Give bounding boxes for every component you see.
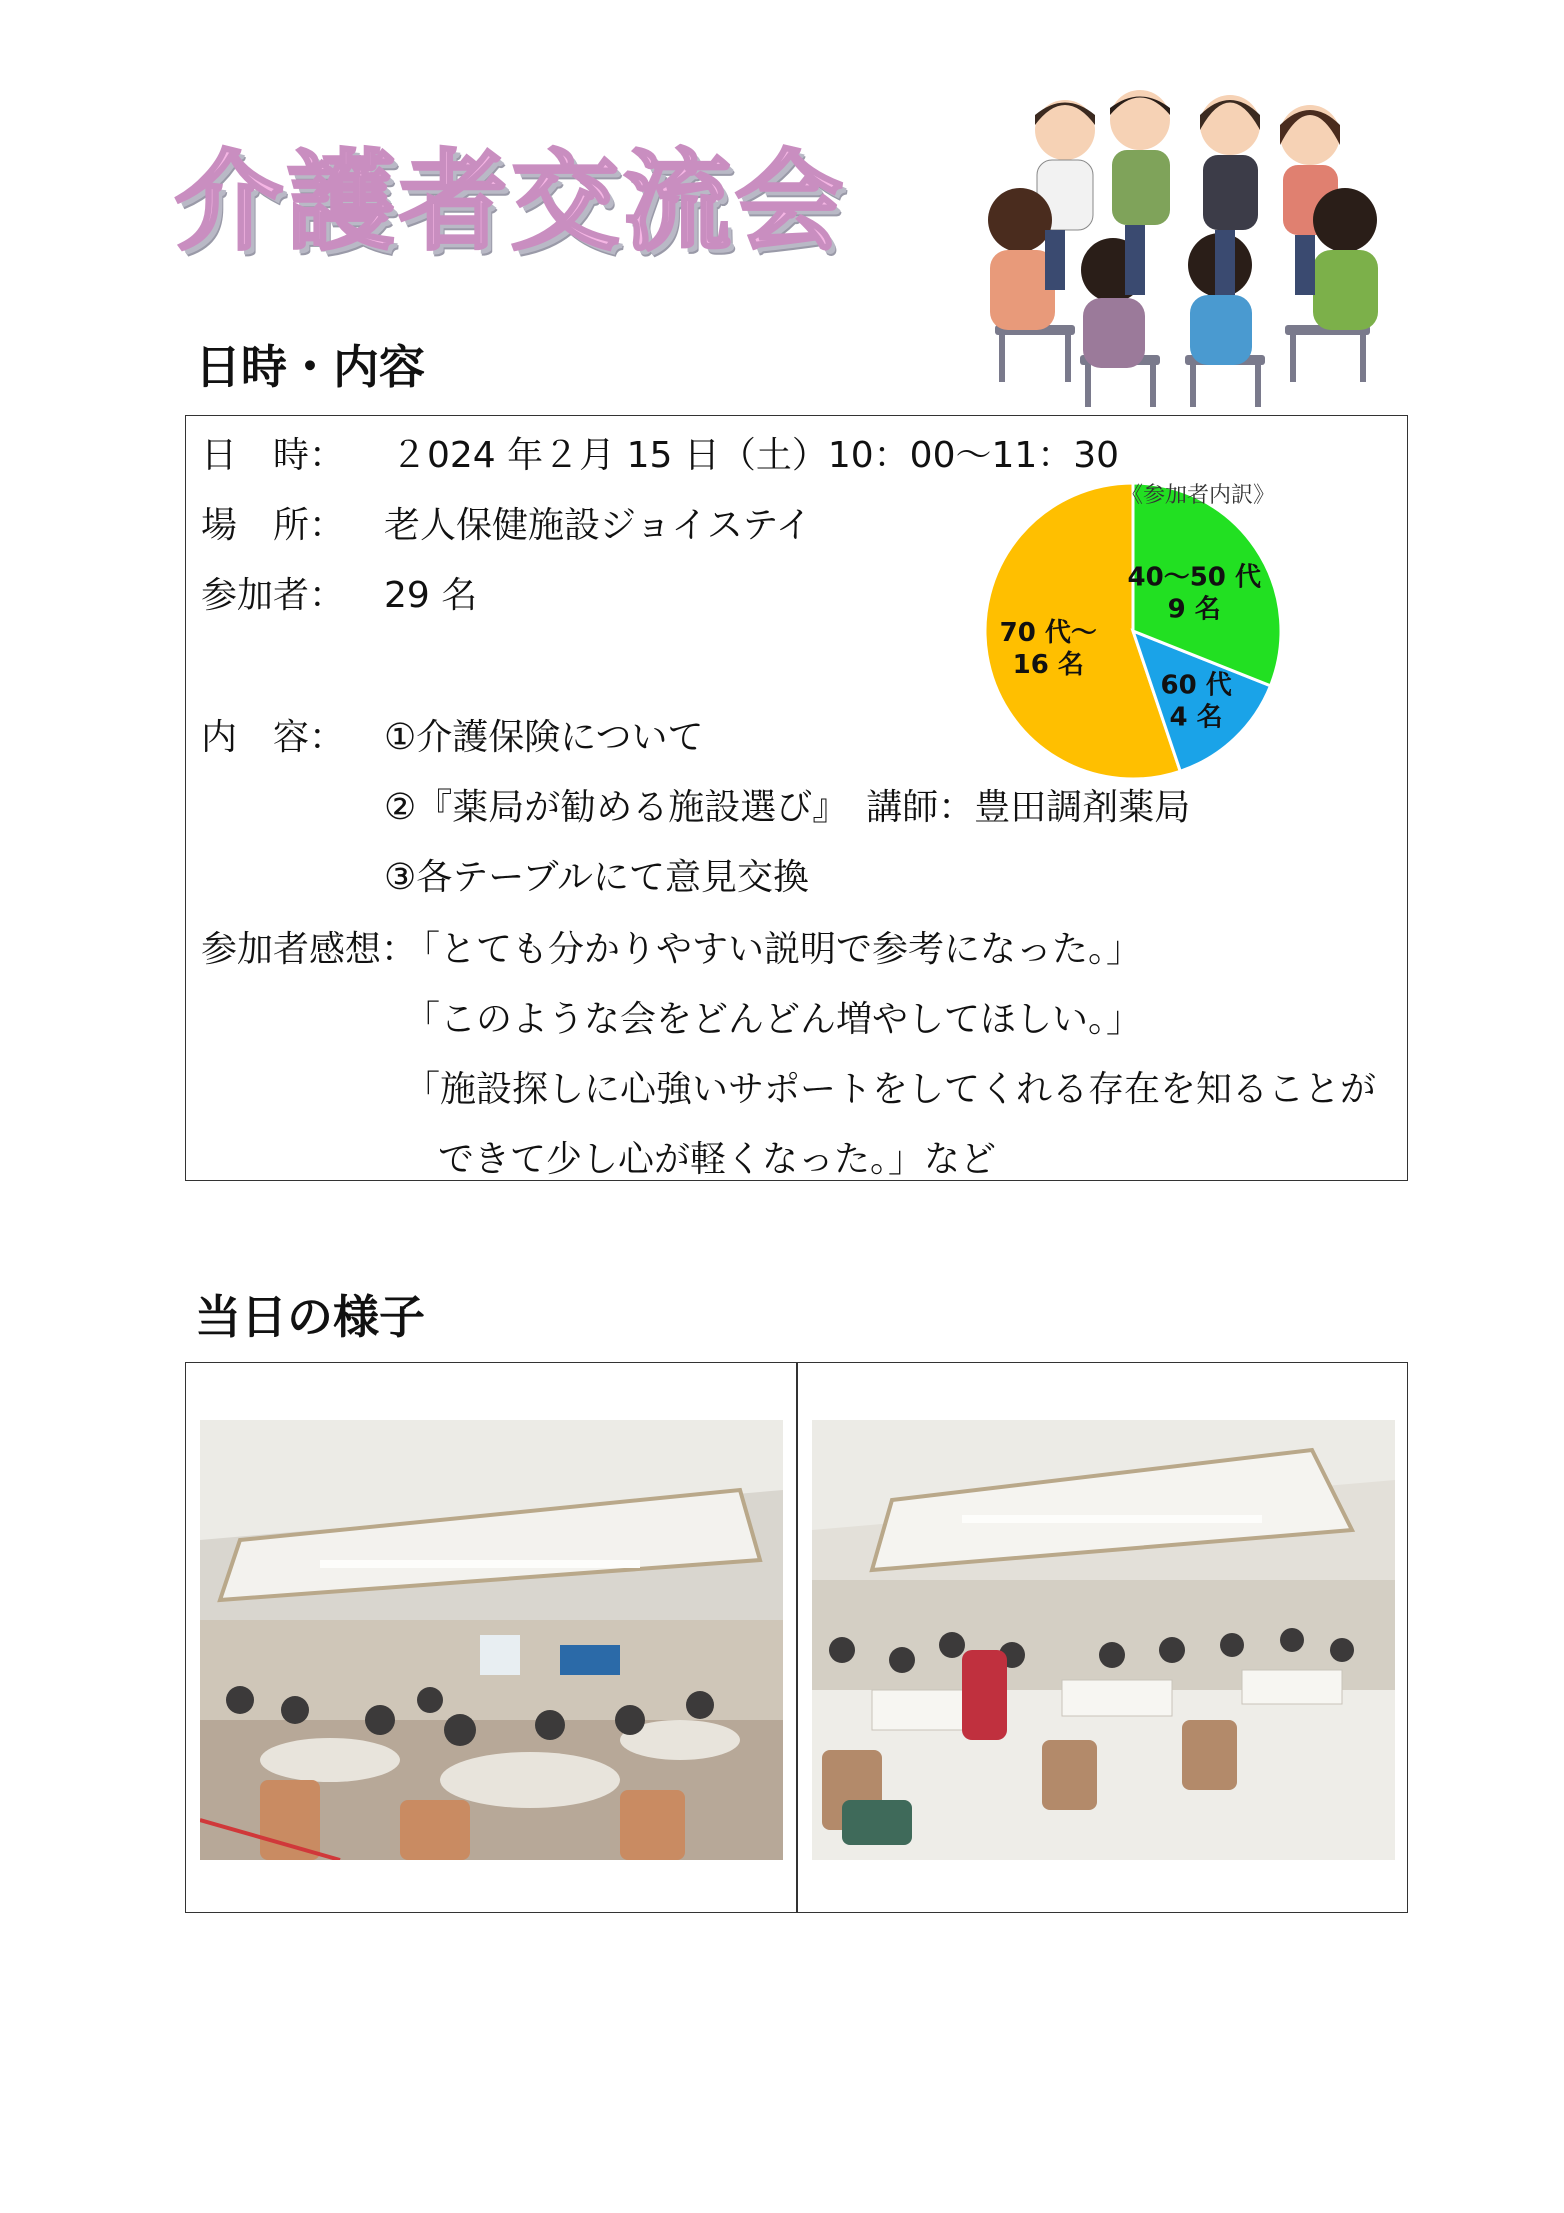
page-title: 介護者交流会: [175, 140, 848, 265]
content-item: ③各テーブルにて意見交換: [384, 857, 810, 898]
event-details-box: [185, 415, 1408, 1181]
date-value: ２024 年２月 15 日（土）10：00〜11：30: [391, 435, 1120, 476]
content-item: ②『薬局が勧める施設選び』 講師：豊田調剤薬局: [384, 787, 1191, 828]
people-meeting-illustration: [975, 70, 1395, 420]
content-item: ①介護保険について: [384, 717, 704, 758]
participants-label: 参加者：: [201, 575, 346, 616]
pie-slice-count: 4 名: [1169, 702, 1223, 733]
photo-divider: [796, 1363, 798, 1912]
event-photo-right: [812, 1420, 1395, 1860]
pie-slice-label: 40〜50 代: [1127, 562, 1261, 593]
participant-breakdown-pie-chart: [981, 471, 1326, 791]
place-label: 場 所：: [201, 505, 346, 546]
pie-slice-label: 60 代: [1160, 670, 1232, 701]
feedback-label: 参加者感想：: [201, 929, 418, 970]
place-value: 老人保健施設ジョイステイ: [384, 505, 812, 546]
feedback-line: 「このような会をどんどん増やしてほしい。」: [404, 999, 1143, 1040]
event-photo-left: [200, 1420, 783, 1860]
pie-title: 《参加者内訳》: [1120, 483, 1276, 508]
pie-slice-count: 16 名: [1012, 649, 1084, 680]
pie-slice-count: 9 名: [1167, 594, 1221, 625]
content-label: 内 容：: [201, 717, 346, 758]
date-label: 日 時：: [201, 435, 346, 476]
pie-slice-label: 70 代〜: [999, 617, 1097, 648]
feedback-line: 「とても分かりやすい説明で参考になった。」: [404, 929, 1143, 970]
photo-grid: [185, 1362, 1408, 1913]
feedback-line: できて少し心が軽くなった。」など: [438, 1139, 997, 1180]
photos-heading: 当日の様子: [195, 1290, 425, 1344]
participants-value: 29 名: [384, 575, 478, 616]
schedule-heading: 日時・内容: [195, 340, 425, 394]
feedback-line: 「施設探しに心強いサポートをしてくれる存在を知ることが: [404, 1069, 1377, 1110]
